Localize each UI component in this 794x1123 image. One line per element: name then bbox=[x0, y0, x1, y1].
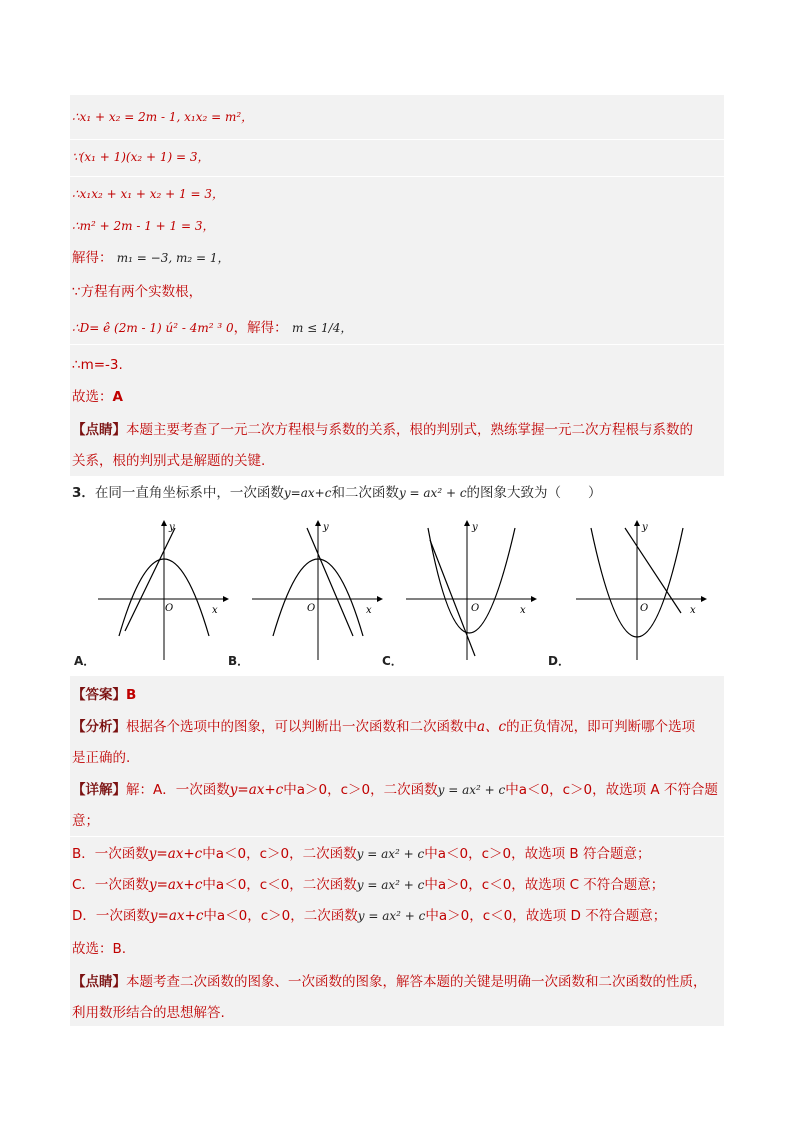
origin-label: O bbox=[165, 603, 174, 614]
origin-label: O bbox=[640, 603, 649, 614]
graph-option-c bbox=[403, 518, 538, 663]
option-d-label: D． bbox=[548, 654, 570, 668]
detail-line-a: 【详解】解：A．一次函数y=ax+c中a＞0，c＞0，二次函数y = ax² + c中a＜0，c＞0，故选项 A 不符合题 bbox=[72, 782, 718, 798]
divider bbox=[70, 176, 724, 177]
solution-line-8: ∴m=-3. bbox=[72, 357, 123, 373]
graph-option-d bbox=[573, 518, 708, 663]
y-axis-label: y bbox=[323, 522, 329, 533]
detail-line-c: C．一次函数y=ax+c中a＜0，c＜0，二次函数y = ax² + c中a＞0，c＜0，故选项 C 不符合题意； bbox=[72, 877, 665, 893]
dianjing-line-3: 【点睛】本题考查二次函数的图象、一次函数的图象，解答本题的关键是明确一次函数和二次函数的性质， bbox=[72, 974, 707, 990]
graph-option-a bbox=[95, 518, 230, 663]
y-axis-label: y bbox=[169, 522, 175, 533]
analysis-line-2: 是正确的. bbox=[72, 750, 131, 766]
solution-line-6: ∵方程有两个实数根， bbox=[72, 284, 203, 300]
option-c-label: C． bbox=[382, 654, 403, 668]
solution-line-1: ∴x₁ + x₂ = 2m - 1, x₁x₂ = m²， bbox=[72, 110, 254, 124]
origin-label: O bbox=[471, 603, 480, 614]
option-b-label: B． bbox=[228, 654, 250, 668]
divider bbox=[70, 344, 724, 345]
divider bbox=[70, 139, 724, 140]
detail-line-b: B．一次函数y=ax+c中a＜0，c＞0，二次函数y = ax² + c中a＜0，c＞0，故选项 B 符合题意； bbox=[72, 846, 651, 862]
origin-label: O bbox=[307, 603, 316, 614]
x-axis-label: x bbox=[520, 605, 526, 616]
answer-line: 【答案】B bbox=[72, 687, 137, 703]
detail-line-d: D．一次函数y=ax+c中a＜0，c＞0，二次函数y = ax² + c中a＞0，c＜0，故选项 D 不符合题意； bbox=[72, 908, 667, 924]
x-axis-label: x bbox=[690, 605, 696, 616]
solution-line-5: 解得： m₁ = −3, m₂ = 1， bbox=[72, 250, 230, 266]
dianjing-line-1: 【点睛】本题主要考查了一元二次方程根与系数的关系，根的判别式，熟练掌握一元二次方程根与系数的 bbox=[72, 422, 693, 438]
final-answer-line: 故选：B. bbox=[72, 941, 127, 957]
question-3: 3．在同一直角坐标系中，一次函数y=ax+c和二次函数y = ax² + c的图象大致为（ ） bbox=[72, 485, 602, 501]
analysis-line-1: 【分析】根据各个选项中的图象，可以判断出一次函数和二次函数中a、c的正负情况，即可判断哪个选项 bbox=[72, 719, 696, 735]
x-axis-label: x bbox=[212, 605, 218, 616]
solution-line-7: ∴D= ê (2m - 1) ú² - 4m² ³ 0，解得： m ≤ 1/4， bbox=[72, 320, 353, 336]
x-axis-label: x bbox=[366, 605, 372, 616]
option-a-label: A． bbox=[74, 654, 96, 668]
y-axis-label: y bbox=[472, 522, 478, 533]
solution-line-9: 故选：A bbox=[72, 389, 123, 405]
solution-line-3: ∴x₁x₂ + x₁ + x₂ + 1 = 3， bbox=[72, 187, 224, 201]
detail-line-a-cont: 意； bbox=[72, 813, 99, 829]
solution-line-2: ∵(x₁ + 1)(x₂ + 1) = 3， bbox=[72, 150, 210, 164]
divider bbox=[70, 836, 724, 837]
solution-line-4: ∴m² + 2m - 1 + 1 = 3， bbox=[72, 219, 215, 233]
y-axis-label: y bbox=[642, 522, 648, 533]
dianjing-line-2: 关系，根的判别式是解题的关键. bbox=[72, 453, 266, 469]
dianjing-line-4: 利用数形结合的思想解答. bbox=[72, 1005, 225, 1021]
graph-option-b bbox=[249, 518, 384, 663]
